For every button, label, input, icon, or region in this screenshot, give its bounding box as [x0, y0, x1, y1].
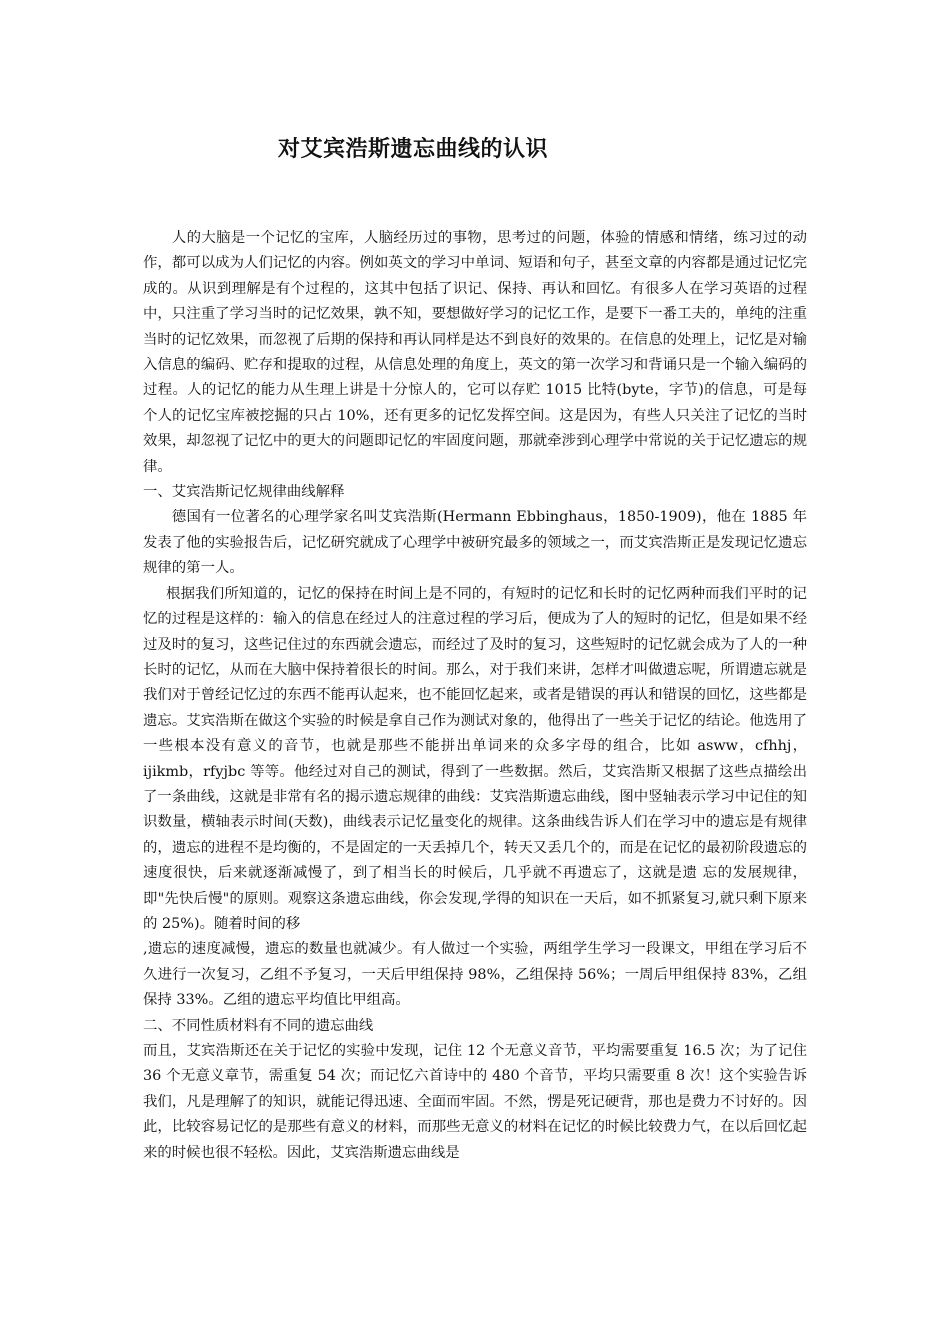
document-body — [143, 226, 807, 1166]
paragraph-forgetting-rate: ,遗忘的速度减慢，遗忘的数量也就减少。有人做过一个实验，两组学生学习一段课文，甲组在学习后不久进行一次复习，乙组不予复习，一天后甲组保持 98%，乙组保持 56%；一周后甲组保持 83%，乙组保持 33%。乙组的遗忘平均值比甲组高。 — [143, 941, 807, 1009]
paragraph-memory-process: 根据我们所知道的，记忆的保持在时间上是不同的，有短时的记忆和长时的记忆两种而我们平时的记忆的过程是这样的：输入的信息在经过人的注意过程的学习后，便成为了人的短时的记忆，但是如果不经过及时的复习，这些记住过的东西就会遗忘，而经过了及时的复习，这些短时的记忆就会成为了人的一种长时的记忆，从而在大脑中保持着很长的时间。那么，对于我们来讲，怎样才叫做遗忘呢，所谓遗忘就是我们对于曾经记忆过的东西不能再认起来，也不能回忆起来，或者是错误的再认和错误的回忆，这些都是遗忘。艾宾浩斯在做这个实验的时候是拿自己作为测试对象的，他得出了一些关于记忆的结论。他选用了一些根本没有意义的音节，也就是那些不能拼出单词来的众多字母的组合，比如 asww，cfhhj，ijikmb，rfyjbc 等等。他经过对自己的测试，得到了一些数据。然后，艾宾浩斯又根据了这些点描绘出了一条曲线，这就是非常有名的揭示遗忘规律的曲线：艾宾浩斯遗忘曲线，图中竖轴表示学习中记住的知识数量，横轴表示时间(天数)，曲线表示记忆量变化的规律。这条曲线告诉人们在学习中的遗忘是有规律的，遗忘的进程不是均衡的，不是固定的一天丢掉几个，转天又丢几个的，而是在记忆的最初阶段遗忘的速度很快，后来就逐渐减慢了，到了相当长的时候后，几乎就不再遗忘了，这就是遗 忘的发展规律，即"先快后慢"的原则。观察这条遗忘曲线，你会发现,学得的知识在一天后，如不抓紧复习,就只剩下原来的 25%)。随着时间的移 — [143, 585, 807, 932]
section-heading-1: 一、艾宾浩斯记忆规律曲线解释 — [143, 484, 345, 501]
document-title: 对艾宾浩斯遗忘曲线的认识 — [277, 136, 548, 162]
paragraph-intro: 人的大脑是一个记忆的宝库，人脑经历过的事物，思考过的问题，体验的情感和情绪，练习过的动作，都可以成为人们记忆的内容。例如英文的学习中单词、短语和句子，甚至文章的内容都是通过记忆完成的。从识到理解是有个过程的，这其中包括了识记、保持、再认和回忆。有很多人在学习英语的过程中，只注重了学习当时的记忆效果，孰不知，要想做好学习的记忆工作，是要下一番工夫的，单纯的注重当时的记忆效果，而忽视了后期的保持和再认同样是达不到良好的效果的。在信息的处理上，记忆是对输入信息的编码、贮存和提取的过程，从信息处理的角度上，英文的第一次学习和背诵只是一个输入编码的过程。人的记忆的能力从生理上讲是十分惊人的，它可以存贮 1015 比特(byte，字节)的信息，可是每个人的记忆宝库被挖掘的只占 10%，还有更多的记忆发挥空间。这是因为，有些人只关注了记忆的当时效果，却忽视了记忆中的更大的问题即记忆的牢固度问题，那就牵涉到心理学中常说的关于记忆遗忘的规律。 — [143, 230, 807, 475]
paragraph-material-types: 而且，艾宾浩斯还在关于记忆的实验中发现，记住 12 个无意义音节，平均需要重复 16.5 次；为了记住 36 个无意义章节，需重复 54 次；而记忆六首诗中的 480 个音节，平均只需要重 8 次！这个实验告诉我们，凡是理解了的知识，就能记得迅速、全面而牢固。不然，愣是死记硬背，那也是费力不讨好的。因此，比较容易记忆的是那些有意义的材料，而那些无意义的材料在记忆的时候比较费力气，在以后回忆起来的时候也很不轻松。因此，艾宾浩斯遗忘曲线是 — [143, 1043, 807, 1161]
section-heading-2: 二、不同性质材料有不同的遗忘曲线 — [143, 1017, 374, 1034]
paragraph-ebbinghaus-intro: 德国有一位著名的心理学家名叫艾宾浩斯(Hermann Ebbinghaus，1850-1909)，他在 1885 年发表了他的实验报告后，记忆研究就成了心理学中被研究最多的领域之一，而艾宾浩斯正是发现记忆遗忘规律的第一人。 — [143, 509, 807, 577]
